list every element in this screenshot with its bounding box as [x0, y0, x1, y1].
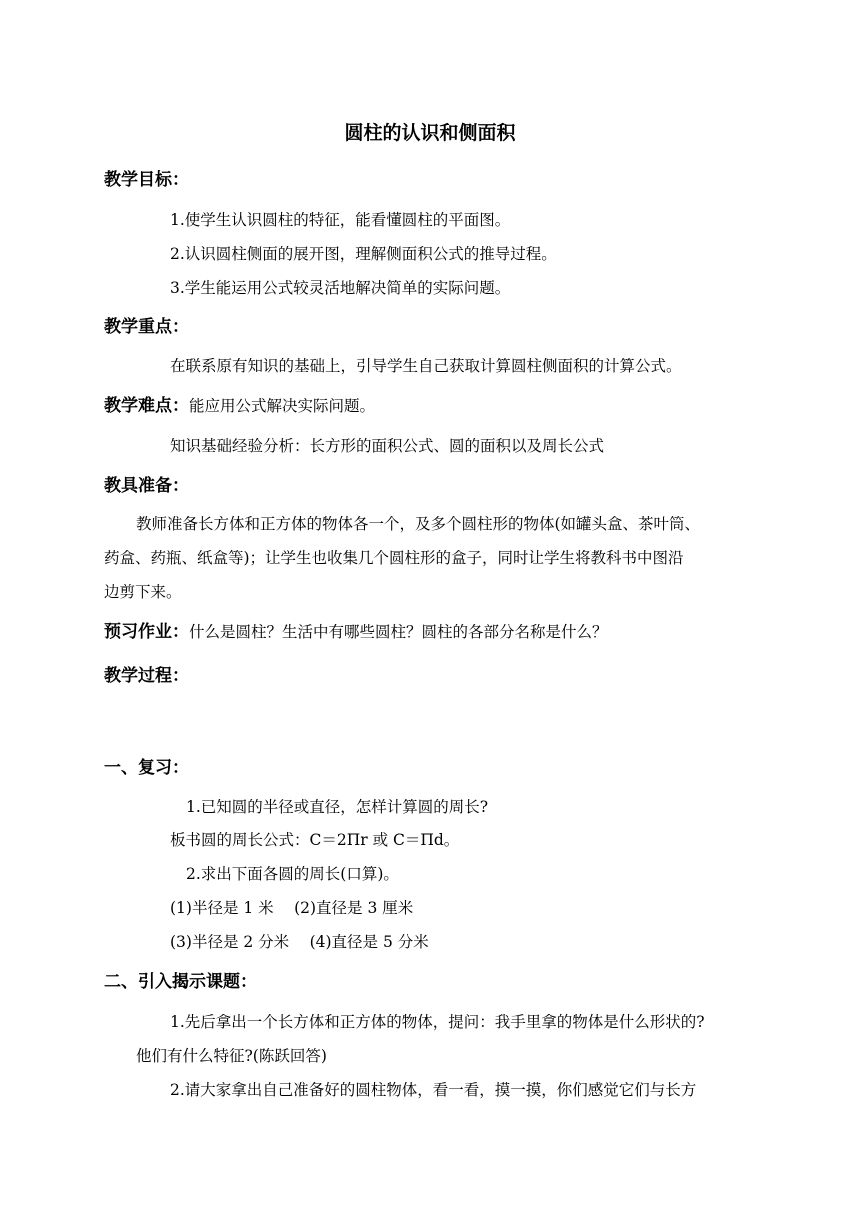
objective-item: 1.使学生认识圆柱的特征，能看懂圆柱的平面图。: [170, 211, 511, 229]
intro-line: 1.先后拿出一个长方体和正方体的物体，提问：我手里拿的物体是什么形状的?: [170, 1013, 705, 1031]
preparation-line: 药盒、药瓶、纸盒等)；让学生也收集几个圆柱形的盒子，同时让学生将教科书中图沿: [104, 549, 684, 567]
key-points-text: 在联系原有知识的基础上，引导学生自己获取计算圆柱侧面积的计算公式。: [170, 357, 682, 375]
document-title: 圆柱的认识和侧面积: [344, 122, 516, 144]
preparation-line: 教师准备长方体和正方体的物体各一个，及多个圆柱形的物体(如罐头盒、茶叶筒、: [136, 515, 701, 533]
preparation-heading: 教具准备：: [104, 476, 189, 496]
intro-line: 他们有什么特征?(陈跃回答): [136, 1047, 327, 1065]
process-heading: 教学过程：: [104, 666, 189, 686]
intro-line: 2.请大家拿出自己准备好的圆柱物体，看一看，摸一摸，你们感觉它们与长方: [170, 1081, 697, 1099]
intro-heading: 二、引入揭示课题：: [104, 972, 257, 992]
review-line: 1.已知圆的半径或直径，怎样计算圆的周长?: [186, 798, 489, 816]
difficulties-heading: 教学难点：: [104, 396, 189, 416]
key-points-heading: 教学重点：: [104, 317, 189, 337]
preparation-line: 边剪下来。: [104, 583, 182, 601]
objective-item: 3.学生能运用公式较灵活地解决简单的实际问题。: [170, 279, 511, 297]
objective-item: 2.认识圆柱侧面的展开图，理解侧面积公式的推导过程。: [170, 245, 557, 263]
review-line: 2.求出下面各圆的周长(口算)。: [186, 865, 399, 883]
knowledge-analysis: 知识基础经验分析：长方形的面积公式、圆的面积以及周长公式: [170, 437, 605, 455]
review-line: (1)半径是 1 米 (2)直径是 3 厘米: [170, 899, 414, 917]
objectives-heading: 教学目标：: [104, 170, 189, 190]
review-line: 板书圆的周长公式：C＝2Πr 或 C＝Πd。: [170, 831, 460, 849]
preview-heading: 预习作业：: [104, 622, 189, 642]
difficulties-text: 能应用公式解决实际问题。: [189, 397, 376, 415]
difficulties-row: [104, 396, 375, 416]
preview-text: 什么是圆柱？生活中有哪些圆柱？圆柱的各部分名称是什么？: [189, 623, 608, 641]
preview-row: [104, 622, 608, 642]
review-line: (3)半径是 2 分米 (4)直径是 5 分米: [170, 933, 429, 951]
review-heading: 一、复习：: [104, 758, 189, 778]
